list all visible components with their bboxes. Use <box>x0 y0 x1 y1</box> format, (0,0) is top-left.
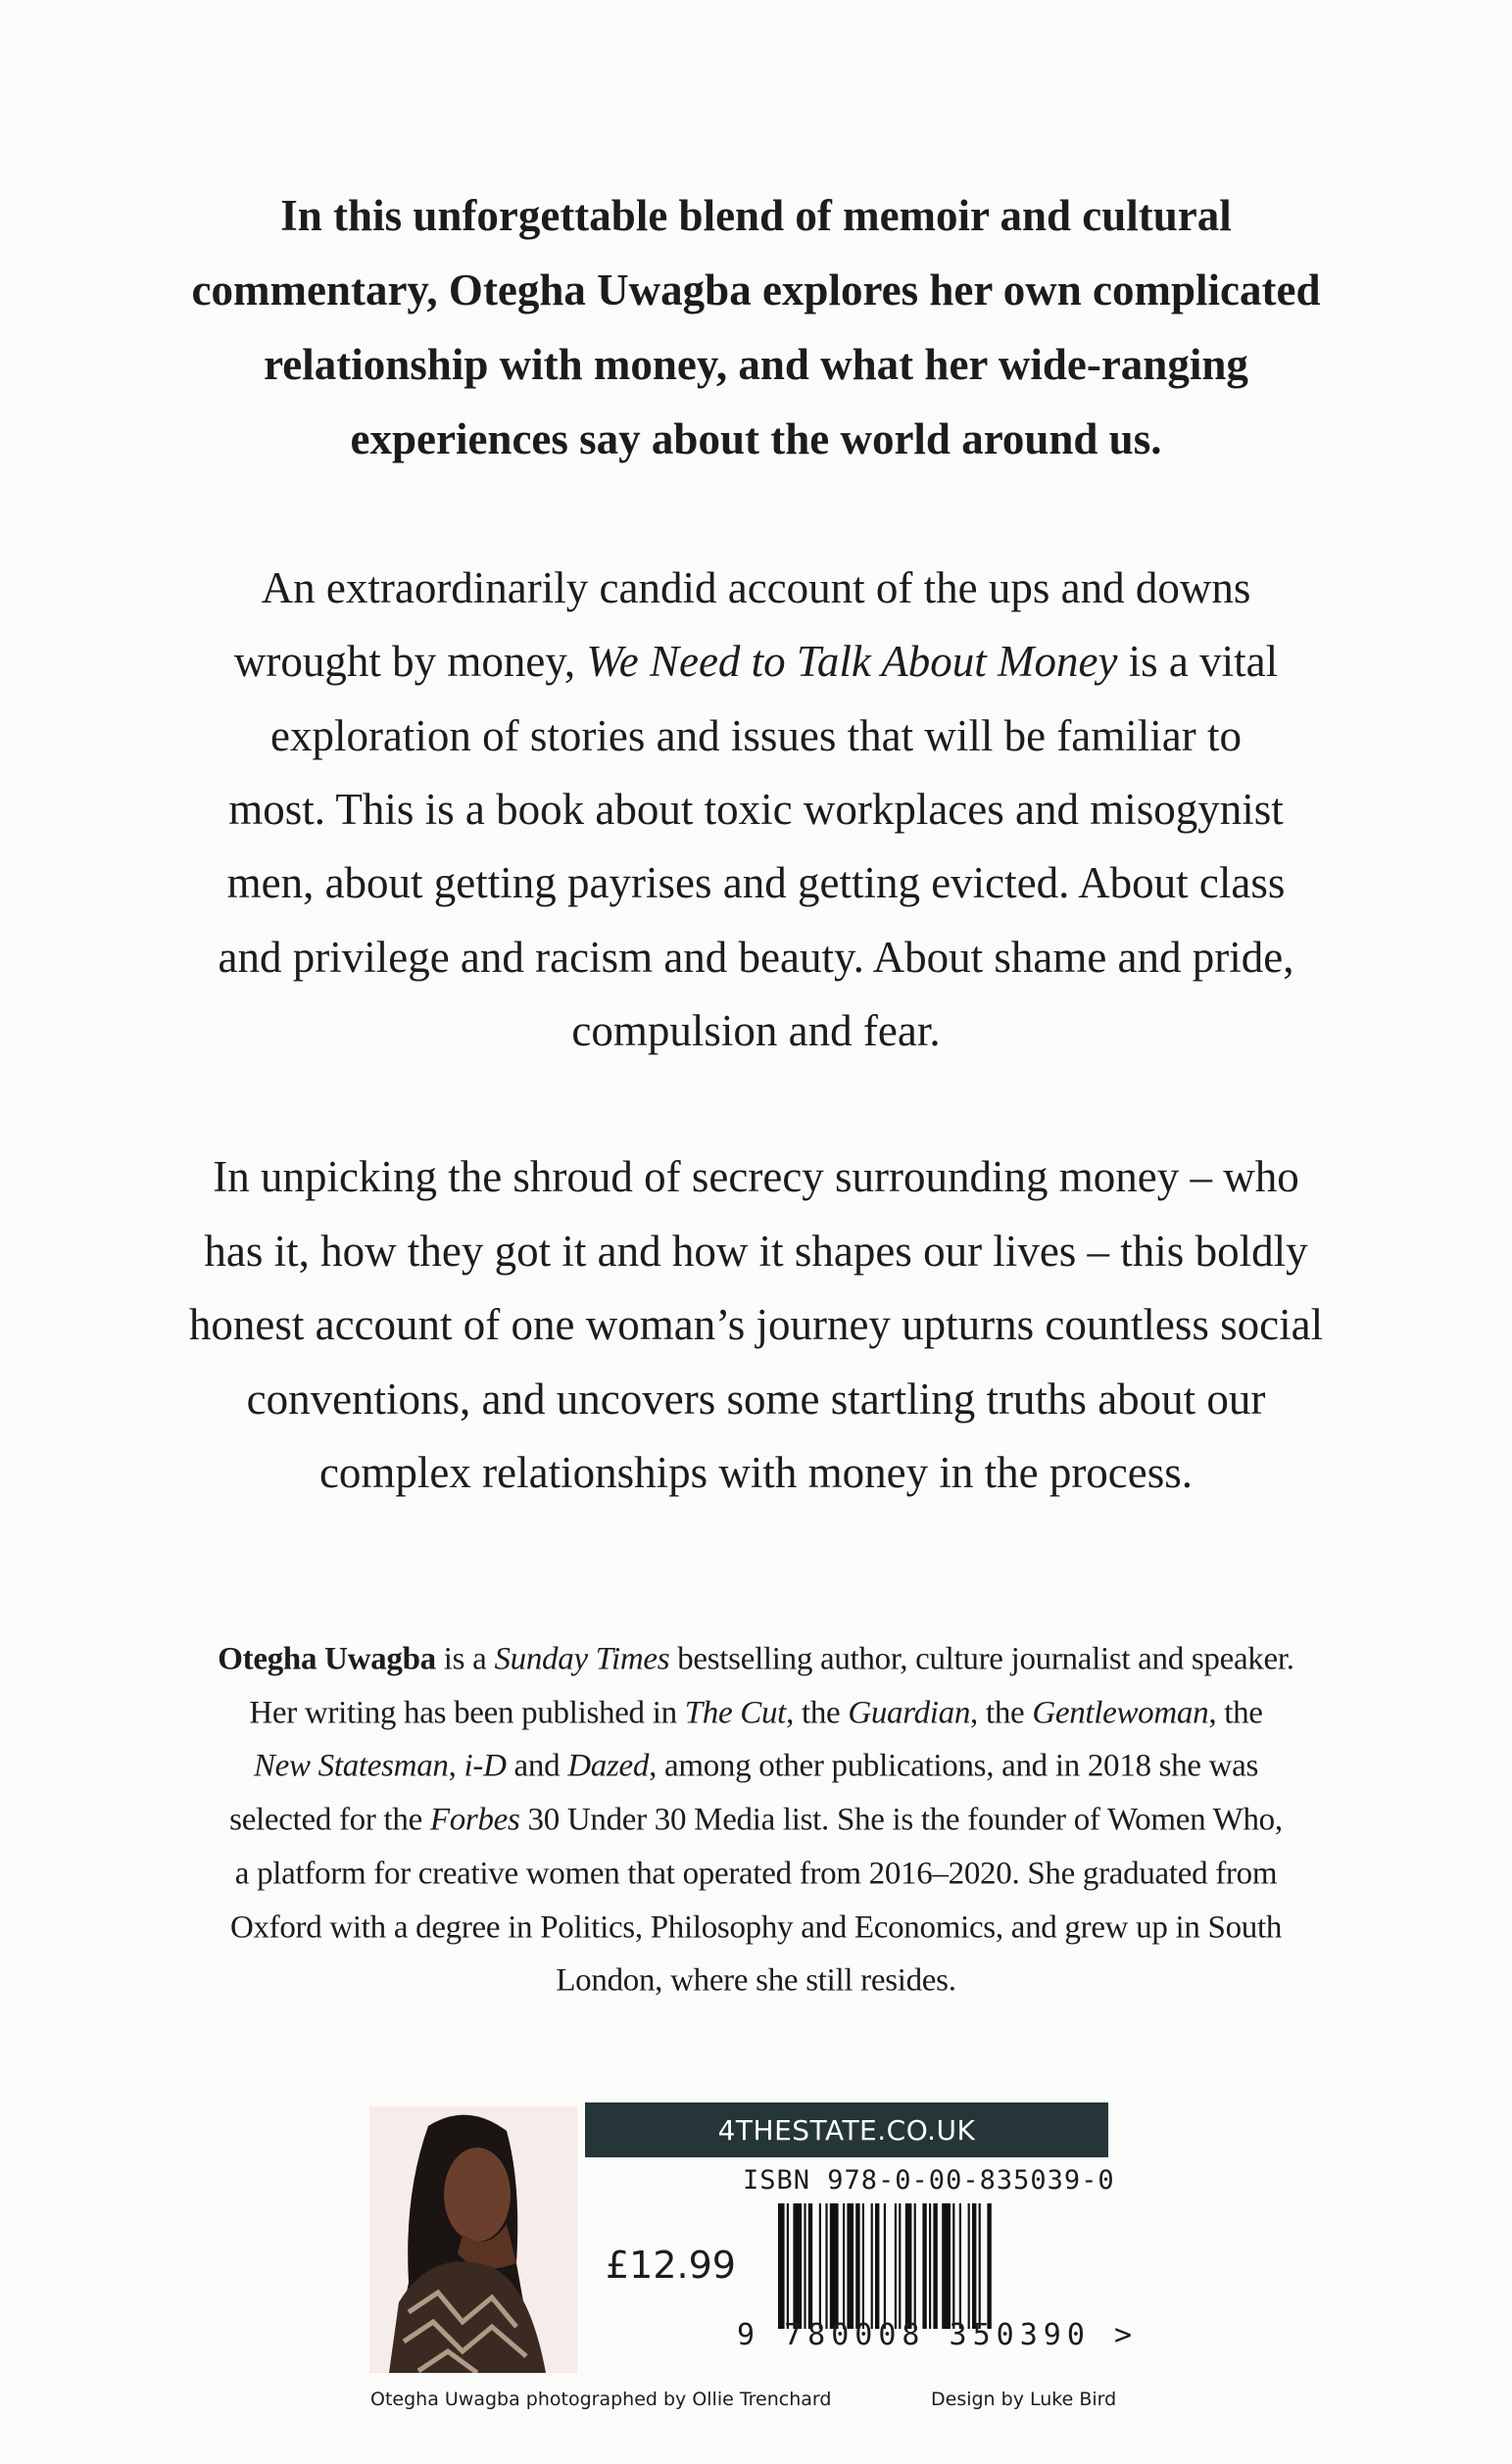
italic-title: Dazed <box>567 1748 650 1784</box>
barcode-bar <box>972 2203 976 2329</box>
barcode-bar <box>819 2203 821 2329</box>
barcode-bar <box>952 2203 954 2329</box>
italic-title: Guardian <box>848 1695 971 1731</box>
description-paragraph-line <box>0 1374 1512 1425</box>
description-paragraph-line <box>0 710 1512 761</box>
barcode-bar <box>929 2203 931 2329</box>
author-bio-line <box>0 1642 1512 1678</box>
text-segment: men, about getting payrises and getting evicted. About class <box>226 858 1286 908</box>
barcode-bar <box>914 2203 916 2329</box>
text-segment: complex relationships with money in the process. <box>318 1448 1194 1497</box>
publisher-website: 4THESTATE.CO.UK <box>717 2113 976 2147</box>
barcode-bar <box>979 2203 981 2329</box>
author-bio-line <box>0 1749 1512 1785</box>
barcode-bar <box>843 2203 845 2329</box>
barcode-bar <box>884 2203 886 2329</box>
text-segment: bestselling author, culture journalist and speaker. <box>669 1641 1294 1677</box>
barcode-bar <box>855 2203 859 2329</box>
text-segment: Oxford with a degree in Politics, Philosophy and Economics, and grew up in South <box>229 1909 1283 1945</box>
design-credit: Design by Luke Bird <box>931 2389 1117 2410</box>
publisher-website-banner <box>585 2102 1108 2157</box>
description-paragraph-line <box>0 1226 1512 1277</box>
barcode-bar <box>793 2203 802 2329</box>
text-segment: commentary, Otegha Uwagba explores her own complicated <box>191 266 1321 314</box>
text-segment: compulsion and fear. <box>571 1005 941 1055</box>
text-segment: In unpicking the shroud of secrecy surrounding money – who <box>213 1152 1299 1201</box>
text-segment: honest account of one woman’s journey upturns countless social <box>188 1300 1324 1349</box>
barcode-bar <box>899 2203 901 2329</box>
barcode-bar <box>875 2203 879 2329</box>
barcode-bar <box>987 2203 991 2329</box>
barcode-bar <box>847 2203 854 2329</box>
italic-title: We Need to Talk About Money <box>586 637 1118 687</box>
author-bio-line <box>0 1803 1512 1839</box>
description-paragraph-line <box>0 1151 1512 1202</box>
author-bio-line <box>0 1856 1512 1892</box>
barcode-bar <box>933 2203 937 2329</box>
description-paragraph-line <box>0 562 1512 613</box>
text-segment: selected for the <box>229 1802 430 1838</box>
text-segment: experiences say about the world around us. <box>350 414 1162 463</box>
barcode-bar <box>905 2203 912 2329</box>
text-segment: has it, how they got it and how it shapes our lives – this boldly <box>204 1226 1308 1276</box>
text-segment: a platform for creative women that operated from 2016–2020. She graduated from <box>234 1856 1278 1892</box>
isbn-text: ISBN 978-0-00-835039-0 <box>743 2165 1115 2196</box>
text-segment: most. This is a book about toxic workplaces and misogynist <box>228 784 1284 834</box>
text-segment: 30 Under 30 Media list. She is the founder of Women Who, <box>519 1802 1283 1838</box>
author-bio-line <box>0 1695 1512 1731</box>
photo-credit: Otegha Uwagba photographed by Ollie Trenchard <box>370 2389 832 2410</box>
barcode-bar <box>825 2203 827 2329</box>
text-segment: , the <box>970 1695 1033 1731</box>
barcode-bar <box>895 2203 897 2329</box>
text-segment: An extraordinarily candid account of the ups and downs <box>261 563 1251 612</box>
text-segment: relationship with money, and what her wide-ranging <box>264 340 1248 389</box>
barcode-bar <box>959 2203 961 2329</box>
description-paragraph-line <box>0 1447 1512 1498</box>
description-paragraph-line <box>0 1299 1512 1350</box>
text-segment: Her writing has been published in <box>249 1695 685 1731</box>
lead-paragraph-line <box>0 265 1512 315</box>
italic-title: Forbes <box>429 1802 520 1838</box>
barcode-bar <box>862 2203 864 2329</box>
barcode-bar <box>804 2203 805 2329</box>
author-name: Otegha Uwagba <box>218 1641 436 1677</box>
lead-paragraph-line <box>0 413 1512 464</box>
barcode-bar <box>871 2203 873 2329</box>
barcode-bar <box>778 2203 785 2329</box>
text-segment: London, where she still resides. <box>556 1962 956 1999</box>
description-paragraph-line <box>0 857 1512 908</box>
text-segment: and <box>506 1748 568 1784</box>
price: £12.99 <box>606 2244 736 2287</box>
author-bio-line <box>0 1963 1512 2000</box>
text-segment: exploration of stories and issues that will be familiar to <box>269 710 1243 760</box>
italic-title: i-D <box>463 1748 507 1784</box>
lead-paragraph-line <box>0 190 1512 241</box>
description-paragraph-line <box>0 932 1512 983</box>
text-segment: In this unforgettable blend of memoir and cultural <box>280 191 1232 240</box>
barcode-bar <box>922 2203 926 2329</box>
barcode-bar <box>808 2203 812 2329</box>
description-paragraph-line <box>0 636 1512 687</box>
text-segment: is a vital <box>1117 637 1279 687</box>
barcode-digits: 9 780008 350390 > <box>737 2318 1139 2352</box>
text-segment: , <box>448 1748 464 1784</box>
text-segment: , among other publications, and in 2018 she was <box>649 1748 1259 1784</box>
barcode-bar <box>787 2203 789 2329</box>
italic-title: Gentlewoman <box>1032 1695 1209 1731</box>
text-segment: , the <box>1208 1695 1263 1731</box>
text-segment: wrought by money, <box>233 637 587 687</box>
text-segment: is a <box>435 1641 495 1677</box>
text-segment: and privilege and racism and beauty. About shame and pride, <box>218 932 1294 982</box>
description-paragraph-line <box>0 784 1512 835</box>
text-segment: , the <box>786 1695 849 1731</box>
italic-title: New Statesman <box>253 1748 449 1784</box>
author-photo <box>369 2106 577 2373</box>
description-paragraph-line <box>0 1005 1512 1056</box>
text-segment: conventions, and uncovers some startling truths about our <box>246 1374 1266 1424</box>
barcode-bar <box>830 2203 839 2329</box>
italic-title: Sunday Times <box>494 1641 670 1677</box>
author-bio-line <box>0 1909 1512 1946</box>
italic-title: The Cut <box>684 1695 787 1731</box>
barcode-bar <box>968 2203 970 2329</box>
lead-paragraph-line <box>0 339 1512 390</box>
barcode-bar <box>942 2203 951 2329</box>
